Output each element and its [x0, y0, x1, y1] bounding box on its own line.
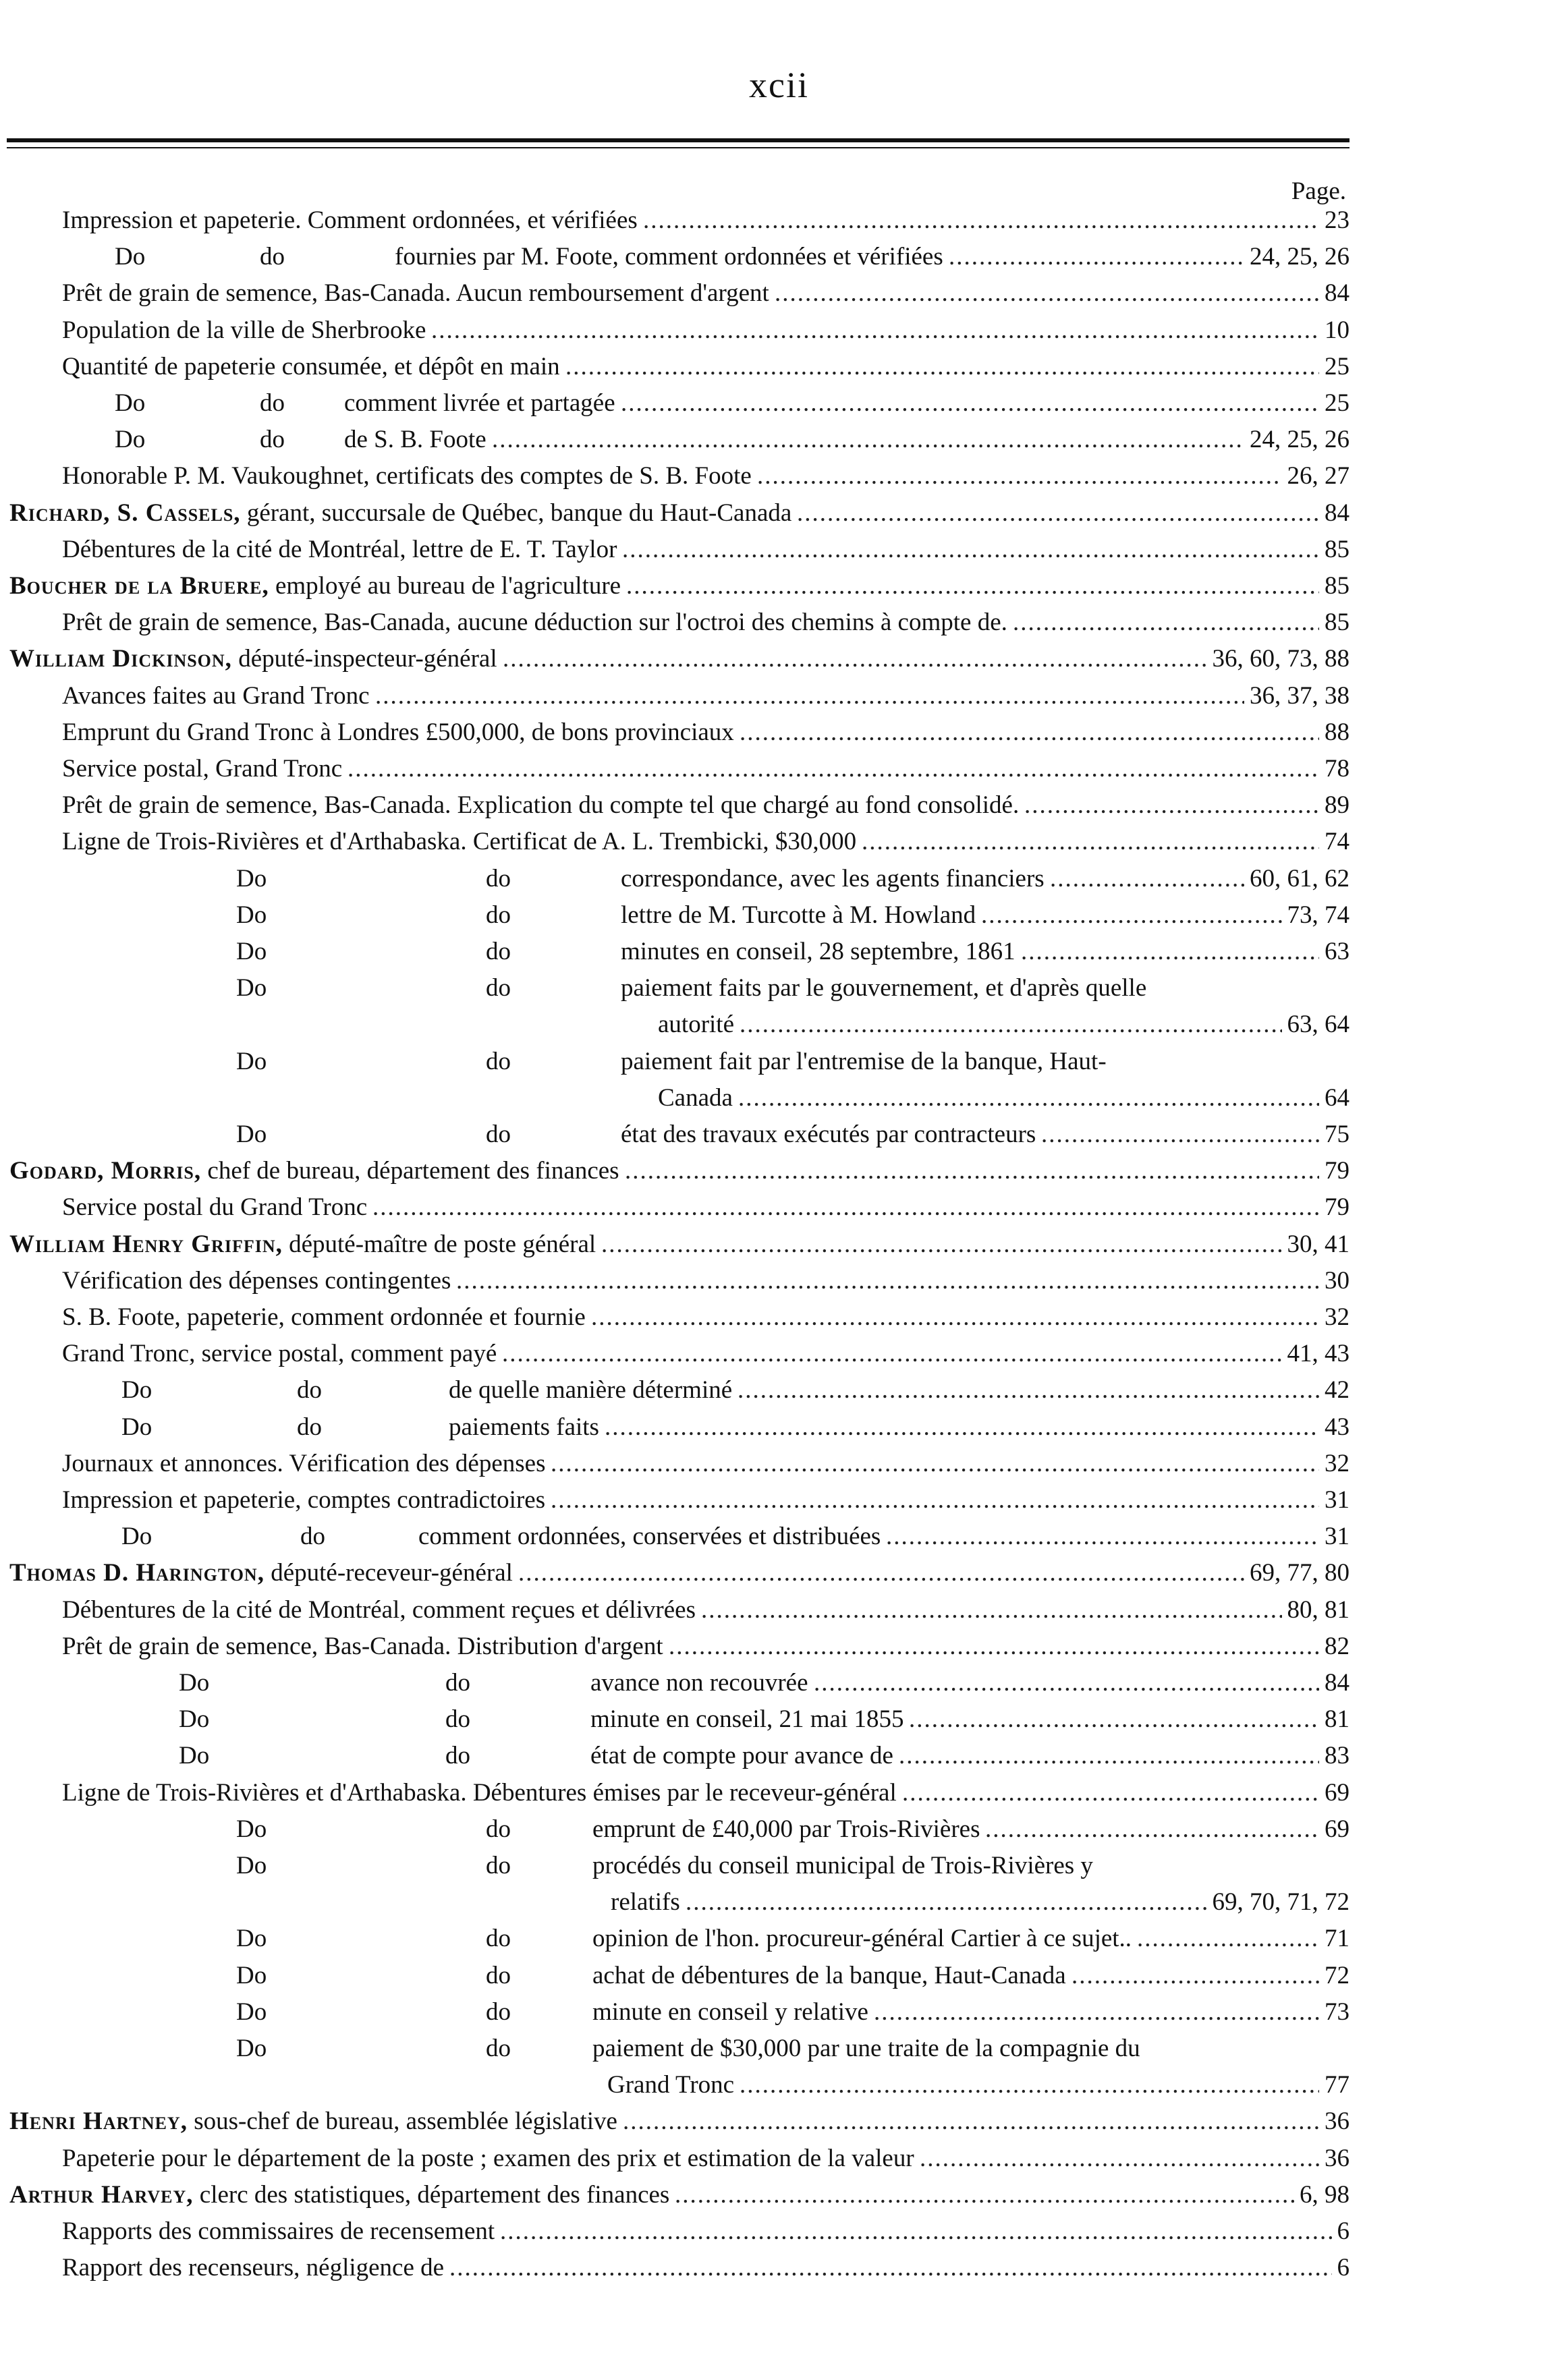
ditto-mark: Do	[236, 2035, 267, 2062]
index-entry	[0, 604, 1558, 641]
entry-text: achat de débentures de la banque, Haut-Canada	[592, 1961, 1066, 1989]
dot-leader	[1041, 1116, 1319, 1153]
index-entry	[0, 1555, 1558, 1591]
ditto-mark: Do	[236, 1925, 267, 1953]
index-entry	[0, 275, 1558, 312]
index-entry	[0, 1775, 1558, 1811]
entry-heading	[9, 495, 791, 532]
page-reference: 31	[1325, 1486, 1350, 1514]
entry-text: minute en conseil y relative	[592, 1998, 868, 2026]
index-entry	[0, 714, 1558, 751]
person-name: Godard, Morris,	[9, 1157, 202, 1185]
page-reference: 82	[1325, 1632, 1350, 1660]
index-entry	[0, 751, 1558, 787]
dot-leader	[1050, 861, 1244, 897]
dot-leader	[740, 1007, 1282, 1043]
ditto-mark: do	[486, 1852, 511, 1879]
ditto-mark: do	[486, 901, 511, 929]
dot-leader	[686, 1884, 1207, 1921]
index-entry	[0, 1738, 1558, 1774]
entry-text: lettre de M. Turcotte à M. Howland	[621, 901, 976, 929]
index-entry	[0, 458, 1558, 494]
dot-leader	[775, 275, 1319, 312]
dot-leader	[456, 1263, 1319, 1299]
index-entry	[0, 678, 1558, 714]
entry-text: député-inspecteur-général	[231, 645, 497, 673]
page-reference: 69, 77, 80	[1250, 1559, 1350, 1587]
entry-text: procédés du conseil municipal de Trois-Rivières y	[592, 1852, 1093, 1879]
ditto-mark: Do	[236, 938, 267, 965]
entry-text: employé au bureau de l'agriculture	[269, 572, 621, 600]
dot-leader	[347, 751, 1319, 787]
index-entry	[0, 2031, 1558, 2067]
dot-leader	[740, 2067, 1319, 2103]
ditto-mark: Do	[236, 901, 267, 929]
dot-leader	[503, 641, 1207, 677]
ditto-mark: do	[486, 1925, 511, 1953]
entry-continuation: Grand Tronc	[607, 2071, 735, 2099]
entry-text: Avances faites au Grand Tronc	[62, 681, 370, 710]
person-name: Boucher de la Bruere,	[9, 572, 269, 600]
index-entry	[0, 2177, 1558, 2213]
page-reference: 85	[1325, 608, 1350, 637]
page-reference: 32	[1325, 1449, 1350, 1477]
dot-leader	[626, 568, 1319, 604]
index-entry	[0, 824, 1558, 860]
entry-text: paiement faits par le gouvernement, et d'après quelle	[621, 974, 1147, 1002]
entry-text: Prêt de grain de semence, Bas-Canada. Aucun remboursement d'argent	[62, 279, 769, 308]
index-entry	[0, 1921, 1558, 1957]
entry-text: député-maître de poste général	[282, 1230, 596, 1258]
index-entry	[0, 1701, 1558, 1738]
page-reference: 71	[1325, 1925, 1350, 1953]
entry-text: comment ordonnées, conservées et distribuées	[418, 1523, 881, 1551]
entry-text: Prêt de grain de semence, Bas-Canada. Distribution d'argent	[62, 1632, 663, 1660]
entry-text: Service postal du Grand Tronc	[62, 1193, 368, 1222]
index-entry	[0, 239, 1558, 275]
index-entry	[0, 532, 1558, 568]
entry-text: Quantité de papeterie consumée, et dépôt en main	[62, 352, 560, 380]
dot-leader	[605, 1409, 1319, 1446]
ditto-mark: Do	[179, 1669, 210, 1697]
page-reference: 64	[1325, 1083, 1350, 1112]
page-reference: 36	[1325, 2107, 1350, 2136]
index-entry	[0, 1226, 1558, 1263]
index-entry	[0, 1811, 1558, 1848]
dot-leader	[449, 2250, 1332, 2286]
dot-leader	[623, 2103, 1319, 2140]
ditto-mark: do	[486, 1047, 511, 1075]
page-reference: 85	[1325, 535, 1350, 563]
page-reference: 32	[1325, 1303, 1350, 1331]
ditto-mark: Do	[236, 1998, 267, 2026]
index-entry	[0, 1519, 1558, 1555]
ditto-mark: Do	[121, 1523, 152, 1551]
index-entry	[0, 970, 1558, 1007]
dot-leader	[643, 202, 1319, 239]
index-entry	[0, 2103, 1558, 2140]
index-entry	[0, 202, 1558, 239]
index-entry	[0, 1007, 1558, 1043]
index-entry	[0, 1628, 1558, 1665]
page-reference: 36, 60, 73, 88	[1212, 645, 1350, 673]
entry-text: député-receveur-général	[264, 1559, 513, 1587]
ditto-mark: Do	[179, 1705, 210, 1734]
entry-text: sous-chef de bureau, assemblée législative	[187, 2107, 617, 2136]
page-reference: 69, 70, 71, 72	[1212, 1888, 1350, 1917]
page-reference: 75	[1325, 1121, 1350, 1148]
page-reference: 85	[1325, 572, 1350, 600]
dot-leader	[1137, 1921, 1319, 1957]
index-entry	[0, 1665, 1558, 1701]
dot-leader	[375, 678, 1244, 714]
ditto-mark: do	[486, 938, 511, 965]
ditto-mark: do	[445, 1705, 470, 1734]
header-rule	[7, 138, 1350, 142]
index-entry	[0, 1372, 1558, 1409]
dot-leader	[502, 1336, 1282, 1372]
page-reference: 78	[1325, 755, 1350, 783]
page-reference: 23	[1325, 206, 1350, 234]
index-entry	[0, 1848, 1558, 1884]
entry-text: minutes en conseil, 28 septembre, 1861	[621, 938, 1016, 965]
entry-text: gérant, succursale de Québec, banque du Haut-Canada	[240, 499, 792, 527]
entry-text: Vérification des dépenses contingentes	[62, 1266, 451, 1295]
entry-heading	[9, 1153, 619, 1189]
ditto-mark: Do	[236, 1852, 267, 1879]
ditto-mark: Do	[115, 426, 146, 454]
page-reference: 43	[1325, 1413, 1350, 1441]
ditto-mark: do	[486, 974, 511, 1002]
dot-leader	[981, 897, 1282, 934]
index-entry	[0, 641, 1558, 677]
entry-text: Ligne de Trois-Rivières et d'Arthabaska. Débentures émises par le receveur-général	[62, 1778, 897, 1807]
dot-leader	[621, 385, 1319, 422]
dot-leader	[874, 1994, 1319, 2031]
person-name: Thomas D. Harington,	[9, 1559, 265, 1587]
ditto-mark: Do	[236, 1815, 267, 1843]
page-reference: 60, 61, 62	[1250, 864, 1350, 893]
dot-leader	[565, 349, 1319, 385]
entry-text: Emprunt du Grand Tronc à Londres £500,000, de bons provinciaux	[62, 718, 734, 746]
index-entry	[0, 422, 1558, 458]
page-reference: 79	[1325, 1193, 1350, 1222]
dot-leader	[886, 1519, 1319, 1555]
entry-text: de S. B. Foote	[344, 426, 486, 454]
page-column-heading: Page.	[1291, 177, 1346, 205]
dot-leader	[500, 2213, 1332, 2250]
page-reference: 41, 43	[1287, 1340, 1350, 1368]
ditto-mark: Do	[121, 1376, 152, 1405]
entry-text: Impression et papeterie. Comment ordonnées, et vérifiées	[62, 206, 638, 234]
index-entry	[0, 2213, 1558, 2250]
dot-leader	[949, 239, 1244, 275]
page-reference: 36, 37, 38	[1250, 681, 1350, 710]
ditto-mark: do	[260, 243, 285, 271]
entry-text: Honorable P. M. Vaukoughnet, certificats des comptes de S. B. Foote	[62, 462, 752, 490]
page-reference: 88	[1325, 718, 1350, 746]
entry-text: chef de bureau, département des finances	[201, 1157, 619, 1185]
entry-text: Rapports des commissaires de recensement	[62, 2217, 495, 2245]
page-reference: 6, 98	[1300, 2180, 1350, 2209]
dot-leader	[551, 1446, 1319, 1482]
page-reference: 25	[1325, 352, 1350, 380]
dot-leader	[902, 1775, 1319, 1811]
index-entry	[0, 1994, 1558, 2031]
page-reference: 79	[1325, 1157, 1350, 1185]
ditto-mark: Do	[115, 243, 146, 271]
entry-text: paiements faits	[449, 1413, 599, 1441]
page-reference: 63, 64	[1287, 1011, 1350, 1039]
entry-text: état des travaux exécutés par contracteurs	[621, 1121, 1036, 1148]
ditto-mark: Do	[121, 1413, 152, 1441]
entry-text: Prêt de grain de semence, Bas-Canada, aucune déduction sur l'octroi des chemins à compte de.	[62, 608, 1007, 637]
index-entry	[0, 787, 1558, 824]
index-entry	[0, 1409, 1558, 1446]
entry-text: Rapport des recenseurs, négligence de	[62, 2254, 445, 2282]
index-entry	[0, 2250, 1558, 2286]
page-reference: 72	[1325, 1961, 1350, 1989]
dot-leader	[372, 1189, 1319, 1226]
entry-heading	[9, 2103, 617, 2140]
entry-text: clerc des statistiques, département des finances	[193, 2180, 670, 2209]
dot-leader	[551, 1482, 1319, 1519]
entry-heading	[9, 641, 497, 677]
page-reference: 69	[1325, 1815, 1350, 1843]
dot-leader	[1024, 787, 1319, 824]
ditto-mark: Do	[236, 1121, 267, 1148]
index-entry	[0, 1263, 1558, 1299]
page-reference: 10	[1325, 316, 1350, 344]
index-entry	[0, 897, 1558, 934]
page-reference: 84	[1325, 499, 1350, 527]
dot-leader	[899, 1738, 1319, 1774]
dot-leader	[701, 1592, 1282, 1628]
entry-text: Débentures de la cité de Montréal, lettre de E. T. Taylor	[62, 535, 617, 563]
dot-leader	[920, 2141, 1319, 2177]
index-entry	[0, 2141, 1558, 2177]
person-name: William Henry Griffin,	[9, 1230, 283, 1258]
page-reference: 30	[1325, 1266, 1350, 1295]
entry-text: paiement fait par l'entremise de la banque, Haut-	[621, 1047, 1107, 1075]
entry-text: S. B. Foote, papeterie, comment ordonnée et fournie	[62, 1303, 586, 1331]
dot-leader	[797, 495, 1319, 532]
index-entry	[0, 861, 1558, 897]
ditto-mark: Do	[236, 864, 267, 893]
dot-leader	[909, 1701, 1319, 1738]
index-entry	[0, 349, 1558, 385]
ditto-mark: do	[445, 1669, 470, 1697]
ditto-mark: Do	[115, 389, 146, 417]
dot-leader	[985, 1811, 1319, 1848]
page-reference: 24, 25, 26	[1250, 243, 1350, 271]
page-reference: 80, 81	[1287, 1595, 1350, 1624]
index-entry	[0, 1044, 1558, 1080]
dot-leader	[1021, 934, 1319, 970]
page-reference: 6	[1337, 2217, 1350, 2245]
dot-leader	[518, 1555, 1244, 1591]
ditto-mark: do	[297, 1376, 322, 1405]
entry-text: comment livrée et partagée	[344, 389, 615, 417]
index-entry	[0, 385, 1558, 422]
ditto-mark: Do	[236, 974, 267, 1002]
dot-leader	[431, 312, 1319, 349]
page-reference: 36	[1325, 2144, 1350, 2172]
ditto-mark: do	[486, 1815, 511, 1843]
ditto-mark: do	[486, 2035, 511, 2062]
entry-text: fournies par M. Foote, comment ordonnées et vérifiées	[395, 243, 943, 271]
entry-text: Population de la ville de Sherbrooke	[62, 316, 426, 344]
page-reference: 74	[1325, 828, 1350, 856]
person-name: Henri Hartney,	[9, 2107, 188, 2136]
dot-leader	[738, 1080, 1319, 1116]
index-entry	[0, 1153, 1558, 1189]
entry-text: Prêt de grain de semence, Bas-Canada. Explication du compte tel que chargé au fond consolidé.	[62, 791, 1020, 820]
ditto-mark: do	[445, 1742, 470, 1770]
person-name: Arthur Harvey,	[9, 2180, 194, 2209]
entry-heading	[9, 2177, 669, 2213]
dot-leader	[492, 422, 1244, 458]
entry-text: Grand Tronc, service postal, comment payé	[62, 1340, 497, 1368]
index-entry	[0, 1482, 1558, 1519]
entry-heading	[9, 1226, 596, 1263]
page-reference: 31	[1325, 1523, 1350, 1551]
ditto-mark: do	[260, 389, 285, 417]
ditto-mark: Do	[179, 1742, 210, 1770]
dot-leader	[1013, 604, 1319, 641]
entry-continuation: relatifs	[611, 1888, 680, 1917]
entry-text: Ligne de Trois-Rivières et d'Arthabaska. Certificat de A. L. Trembicki, $30,000	[62, 828, 857, 856]
entry-text: opinion de l'hon. procureur-général Cartier à ce sujet..	[592, 1925, 1132, 1953]
ditto-mark: do	[486, 864, 511, 893]
dot-leader	[757, 458, 1282, 494]
page-reference: 83	[1325, 1742, 1350, 1770]
page-reference: 69	[1325, 1778, 1350, 1807]
person-name: William Dickinson,	[9, 645, 232, 673]
entry-text: Journaux et annonces. Vérification des dépenses	[62, 1449, 546, 1477]
index-entry	[0, 1958, 1558, 1994]
dot-leader	[1072, 1958, 1319, 1994]
entry-continuation: Canada	[658, 1083, 733, 1112]
entry-text: Débentures de la cité de Montréal, comment reçues et délivrées	[62, 1595, 696, 1624]
entry-text: de quelle manière déterminé	[449, 1376, 733, 1405]
entry-heading	[9, 1555, 513, 1591]
index-entry	[0, 2067, 1558, 2103]
index-entry	[0, 1299, 1558, 1336]
ditto-mark: do	[260, 426, 285, 454]
page-reference: 63	[1325, 938, 1350, 965]
entry-text: Service postal, Grand Tronc	[62, 755, 343, 783]
index-entry	[0, 934, 1558, 970]
page-reference: 42	[1325, 1376, 1350, 1405]
entry-text: paiement de $30,000 par une traite de la compagnie du	[592, 2035, 1140, 2062]
entry-heading	[9, 568, 621, 604]
index-entry	[0, 1116, 1558, 1153]
entry-text: emprunt de £40,000 par Trois-Rivières	[592, 1815, 980, 1843]
page-reference: 73, 74	[1287, 901, 1350, 929]
page-reference: 84	[1325, 279, 1350, 308]
page-reference: 30, 41	[1287, 1230, 1350, 1258]
entry-text: état de compte pour avance de	[590, 1742, 893, 1770]
ditto-mark: do	[486, 1961, 511, 1989]
index-entry	[0, 495, 1558, 532]
page-reference: 24, 25, 26	[1250, 426, 1350, 454]
page-reference: 26, 27	[1287, 462, 1350, 490]
ditto-mark: do	[297, 1413, 322, 1441]
dot-leader	[740, 714, 1319, 751]
ditto-mark: do	[486, 1121, 511, 1148]
index-entry	[0, 1189, 1558, 1226]
page-reference: 89	[1325, 791, 1350, 820]
dot-leader	[738, 1372, 1319, 1409]
entry-text: Papeterie pour le département de la poste ; examen des prix et estimation de la valeur	[62, 2144, 914, 2172]
index-entry	[0, 1336, 1558, 1372]
dot-leader	[675, 2177, 1294, 2213]
index-entry	[0, 1592, 1558, 1628]
index-entry	[0, 568, 1558, 604]
dot-leader	[622, 532, 1319, 568]
ditto-mark: Do	[236, 1961, 267, 1989]
ditto-mark: do	[486, 1998, 511, 2026]
person-name: Richard, S. Cassels,	[9, 499, 241, 527]
page-reference: 6	[1337, 2254, 1350, 2282]
ditto-mark: do	[300, 1523, 325, 1551]
ditto-mark: Do	[236, 1047, 267, 1075]
entry-text: minute en conseil, 21 mai 1855	[590, 1705, 904, 1734]
entry-continuation: autorité	[658, 1011, 735, 1039]
dot-leader	[601, 1226, 1282, 1263]
entry-text: avance non recouvrée	[590, 1669, 808, 1697]
dot-leader	[814, 1665, 1319, 1701]
dot-leader	[669, 1628, 1319, 1665]
index-entry	[0, 1884, 1558, 1921]
page-number: xcii	[749, 65, 809, 105]
page-reference: 25	[1325, 389, 1350, 417]
dot-leader	[591, 1299, 1319, 1336]
page-reference: 84	[1325, 1669, 1350, 1697]
page-reference: 81	[1325, 1705, 1350, 1734]
page-reference: 77	[1325, 2071, 1350, 2099]
index-entry	[0, 312, 1558, 349]
page-reference: 73	[1325, 1998, 1350, 2026]
index-entry	[0, 1080, 1558, 1116]
dot-leader	[862, 824, 1319, 860]
entry-text: Impression et papeterie, comptes contradictoires	[62, 1486, 546, 1514]
header-rule-thin	[7, 147, 1350, 148]
dot-leader	[625, 1153, 1319, 1189]
entry-text: correspondance, avec les agents financiers	[621, 864, 1045, 893]
index-entry	[0, 1446, 1558, 1482]
